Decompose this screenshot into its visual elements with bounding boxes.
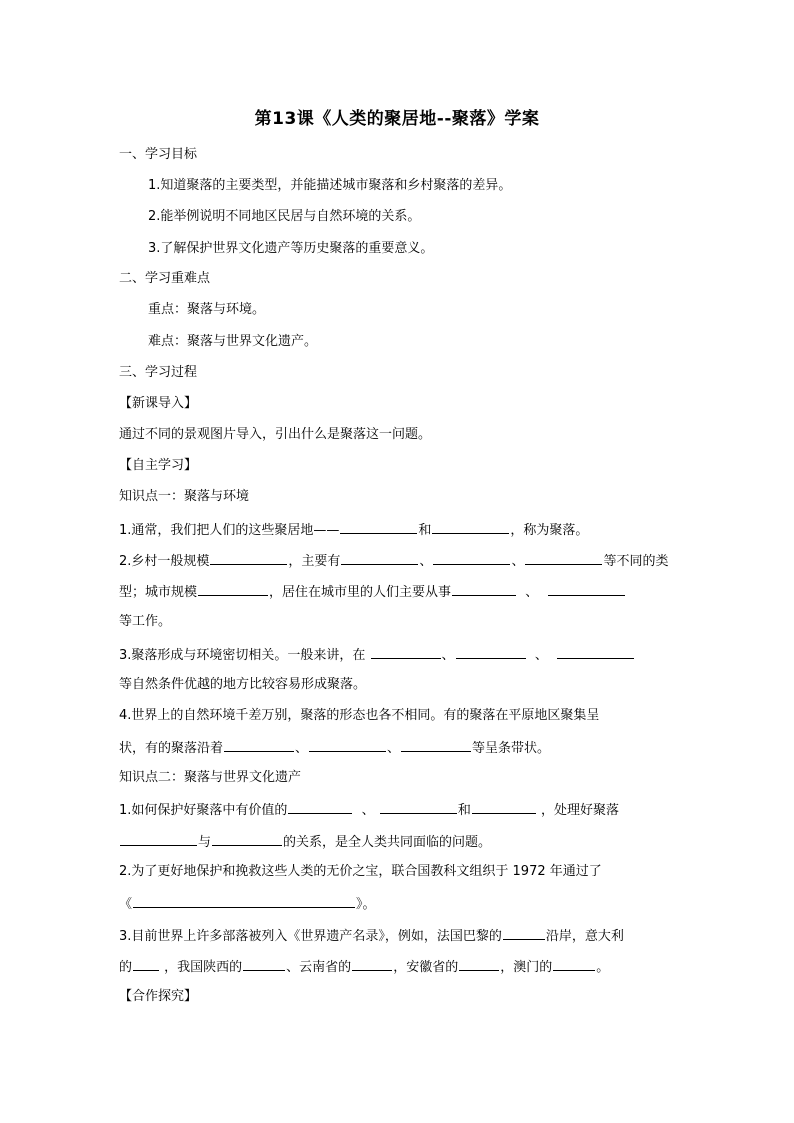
fill-blank[interactable] bbox=[503, 926, 545, 940]
question-1: 1.通常，我们把人们的这些聚居地—— 和 ，称为聚落。 bbox=[119, 520, 679, 540]
fill-blank[interactable] bbox=[548, 582, 625, 596]
page-title: 第13课《人类的聚居地--聚落》学案 bbox=[254, 109, 540, 129]
question-2: 2.乡村一般规模 ，主要有 、 、 等不同的类 bbox=[119, 551, 679, 571]
section-heading-key-points: 二、学习重难点 bbox=[119, 271, 211, 286]
section-heading-objectives: 一、学习目标 bbox=[119, 147, 198, 162]
fill-blank[interactable] bbox=[288, 800, 352, 814]
fill-blank[interactable] bbox=[456, 645, 526, 659]
fill-blank[interactable] bbox=[133, 957, 159, 971]
difficult-point: 难点：聚落与世界文化遗产。 bbox=[148, 334, 318, 349]
fill-blank[interactable] bbox=[224, 738, 294, 752]
objective-item: 2.能举例说明不同地区民居与自然环境的关系。 bbox=[148, 209, 421, 224]
self-study-tag: 【自主学习】 bbox=[119, 458, 198, 473]
fill-blank[interactable] bbox=[352, 957, 392, 971]
fill-blank[interactable] bbox=[433, 551, 510, 565]
fill-blank[interactable] bbox=[120, 832, 197, 846]
fill-blank[interactable] bbox=[341, 551, 418, 565]
fill-blank[interactable] bbox=[371, 645, 441, 659]
intro-text: 通过不同的景观图片导入，引出什么是聚落这一问题。 bbox=[119, 427, 432, 442]
question-p2: 2.为了更好地保护和挽救这些人类的无价之宝，联合国教科文组织于 1972 年通过了 bbox=[119, 864, 602, 879]
intro-tag: 【新课导入】 bbox=[119, 396, 198, 411]
question-4: 4.世界上的自然环境千差万别，聚落的形态也各不相同。有的聚落在平原地区聚集呈 bbox=[119, 708, 600, 723]
fill-blank[interactable] bbox=[472, 800, 536, 814]
fill-blank[interactable] bbox=[452, 582, 516, 596]
objective-item: 1.知道聚落的主要类型，并能描述城市聚落和乡村聚落的差异。 bbox=[148, 178, 512, 193]
question-3-cont: 等自然条件优越的地方比较容易形成聚落。 bbox=[119, 677, 367, 692]
fill-blank[interactable] bbox=[459, 957, 499, 971]
question-p1: 1.如何保护好聚落中有价值的 、 和 ，处理好聚落 bbox=[119, 800, 679, 820]
fill-blank[interactable] bbox=[133, 894, 355, 908]
cooperation-tag: 【合作探究】 bbox=[119, 989, 198, 1004]
knowledge-point-1: 知识点一：聚落与环境 bbox=[119, 489, 250, 504]
question-2-end: 等工作。 bbox=[119, 614, 172, 629]
fill-blank[interactable] bbox=[401, 738, 471, 752]
knowledge-point-2: 知识点二：聚落与世界文化遗产 bbox=[119, 770, 302, 785]
fill-blank[interactable] bbox=[243, 957, 285, 971]
question-4-cont: 状，有的聚落沿着 、 、 等呈条带状。 bbox=[119, 738, 679, 758]
section-heading-process: 三、学习过程 bbox=[119, 365, 198, 380]
fill-blank[interactable] bbox=[340, 520, 417, 534]
fill-blank[interactable] bbox=[198, 582, 268, 596]
fill-blank[interactable] bbox=[525, 551, 602, 565]
question-p2-cont: 《 》。 bbox=[119, 894, 679, 914]
fill-blank[interactable] bbox=[309, 738, 386, 752]
question-3: 3.聚落形成与环境密切相关。一般来讲，在 、 、 bbox=[119, 645, 679, 665]
fill-blank[interactable] bbox=[557, 645, 634, 659]
question-p3-cont: 的 ，我国陕西的 、云南省的 ，安徽省的 ，澳门的 。 bbox=[119, 957, 679, 977]
question-2-cont: 型；城市规模 ，居住在城市里的人们主要从事 、 bbox=[119, 582, 679, 602]
fill-blank[interactable] bbox=[380, 800, 457, 814]
objective-item: 3.了解保护世界文化遗产等历史聚落的重要意义。 bbox=[148, 241, 434, 256]
key-point: 重点：聚落与环境。 bbox=[148, 302, 266, 317]
fill-blank[interactable] bbox=[212, 832, 282, 846]
question-p3: 3.目前世界上许多部落被列入《世界遗产名录》，例如，法国巴黎的 沿岸，意大利 bbox=[119, 926, 679, 946]
fill-blank[interactable] bbox=[210, 551, 287, 565]
fill-blank[interactable] bbox=[553, 957, 595, 971]
question-p1-cont: 与 的关系，是全人类共同面临的问题。 bbox=[119, 832, 679, 852]
fill-blank[interactable] bbox=[432, 520, 509, 534]
